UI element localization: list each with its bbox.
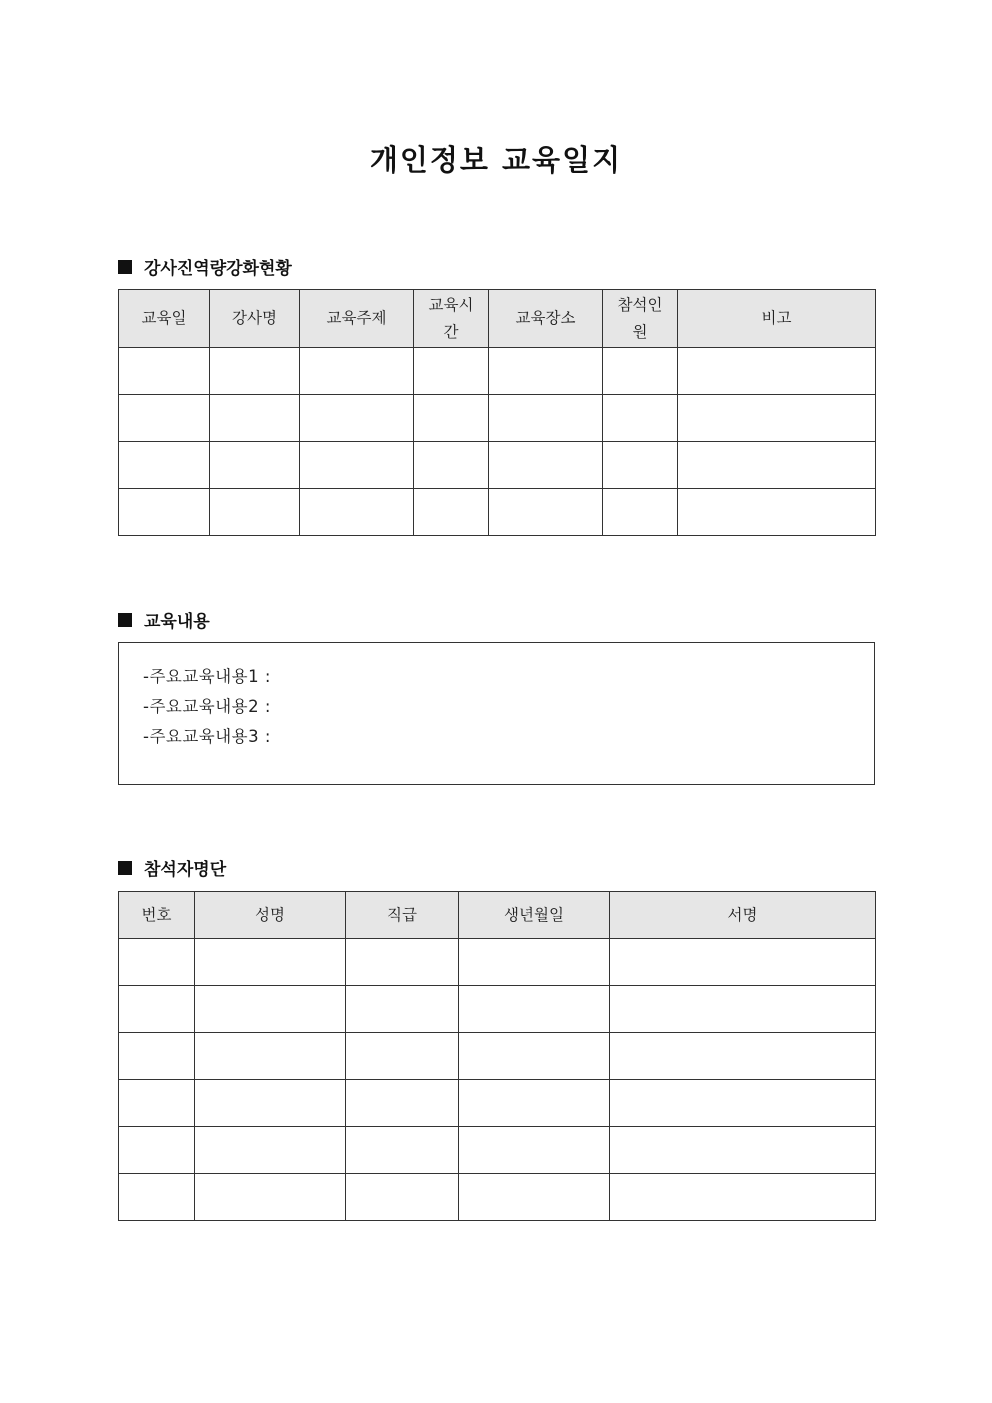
content-line: -주요교육내용3 : — [143, 727, 271, 746]
table-cell[interactable] — [489, 489, 603, 536]
table-row — [119, 939, 876, 986]
table-cell[interactable] — [195, 986, 346, 1033]
table-cell[interactable] — [489, 348, 603, 395]
table-cell[interactable] — [603, 489, 678, 536]
content-box[interactable] — [118, 642, 875, 785]
table-cell[interactable] — [610, 1033, 876, 1080]
table-row — [119, 1127, 876, 1174]
table-row — [119, 1080, 876, 1127]
table-header-row — [119, 290, 876, 348]
table-cell[interactable] — [346, 1127, 459, 1174]
table-cell[interactable] — [678, 395, 876, 442]
table-cell[interactable] — [195, 939, 346, 986]
table-cell[interactable] — [414, 489, 489, 536]
table-cell[interactable] — [195, 1080, 346, 1127]
content-line: -주요교육내용1 : — [143, 667, 271, 686]
table-cell[interactable] — [210, 489, 300, 536]
table-cell[interactable] — [459, 939, 610, 986]
table-cell[interactable] — [459, 1033, 610, 1080]
column-header: 교육시간 — [414, 290, 489, 348]
column-header: 비고 — [678, 290, 876, 348]
column-header: 교육주제 — [300, 290, 414, 348]
square-bullet-icon — [118, 861, 132, 875]
column-header: 교육일 — [119, 290, 210, 348]
table-row — [119, 986, 876, 1033]
content-line: -주요교육내용2 : — [143, 697, 271, 716]
table-cell[interactable] — [210, 395, 300, 442]
column-header: 교육장소 — [489, 290, 603, 348]
table-cell[interactable] — [678, 489, 876, 536]
table-cell[interactable] — [603, 348, 678, 395]
table-cell[interactable] — [459, 986, 610, 1033]
column-header: 서명 — [610, 892, 876, 939]
column-header: 생년월일 — [459, 892, 610, 939]
table-cell[interactable] — [414, 395, 489, 442]
table-cell[interactable] — [603, 395, 678, 442]
content-section-title: 교육내용 — [144, 612, 210, 632]
table-cell[interactable] — [210, 348, 300, 395]
table-cell[interactable] — [300, 442, 414, 489]
table-cell[interactable] — [119, 348, 210, 395]
table-cell[interactable] — [489, 442, 603, 489]
table-cell[interactable] — [119, 1127, 195, 1174]
table-cell[interactable] — [489, 395, 603, 442]
table-cell[interactable] — [119, 986, 195, 1033]
attendee-section-title: 참석자명단 — [144, 860, 227, 880]
table-cell[interactable] — [414, 442, 489, 489]
table-cell[interactable] — [195, 1174, 346, 1221]
table-cell[interactable] — [459, 1127, 610, 1174]
table-cell[interactable] — [195, 1127, 346, 1174]
table-cell[interactable] — [414, 348, 489, 395]
table-cell[interactable] — [610, 1127, 876, 1174]
table-cell[interactable] — [459, 1080, 610, 1127]
table-row — [119, 489, 876, 536]
table-cell[interactable] — [119, 939, 195, 986]
attendee-section-heading — [118, 855, 226, 880]
table-cell[interactable] — [119, 1174, 195, 1221]
table-cell[interactable] — [195, 1033, 346, 1080]
attendee-table — [118, 891, 876, 1221]
table-cell[interactable] — [346, 1033, 459, 1080]
column-header: 번호 — [119, 892, 195, 939]
instructor-table — [118, 289, 876, 536]
table-cell[interactable] — [610, 1174, 876, 1221]
document-title: 개인정보 교육일지 — [369, 143, 623, 177]
table-row — [119, 395, 876, 442]
instructor-section-heading — [118, 254, 292, 279]
table-cell[interactable] — [346, 1174, 459, 1221]
table-cell[interactable] — [119, 1080, 195, 1127]
table-row — [119, 1174, 876, 1221]
table-cell[interactable] — [346, 1080, 459, 1127]
column-header: 직급 — [346, 892, 459, 939]
column-header: 강사명 — [210, 290, 300, 348]
table-cell[interactable] — [678, 348, 876, 395]
table-cell[interactable] — [300, 348, 414, 395]
column-header: 성명 — [195, 892, 346, 939]
square-bullet-icon — [118, 260, 132, 274]
column-header: 참석인원 — [603, 290, 678, 348]
table-cell[interactable] — [119, 395, 210, 442]
table-cell[interactable] — [300, 395, 414, 442]
table-cell[interactable] — [346, 986, 459, 1033]
table-cell[interactable] — [119, 1033, 195, 1080]
table-cell[interactable] — [346, 939, 459, 986]
table-cell[interactable] — [603, 442, 678, 489]
table-cell[interactable] — [210, 442, 300, 489]
table-cell[interactable] — [610, 1080, 876, 1127]
table-row — [119, 348, 876, 395]
table-row — [119, 442, 876, 489]
table-cell[interactable] — [610, 939, 876, 986]
table-row — [119, 1033, 876, 1080]
table-cell[interactable] — [119, 442, 210, 489]
square-bullet-icon — [118, 613, 132, 627]
table-header-row — [119, 892, 876, 939]
instructor-section-title: 강사진역량강화현황 — [144, 259, 292, 279]
table-cell[interactable] — [678, 442, 876, 489]
table-cell[interactable] — [610, 986, 876, 1033]
table-cell[interactable] — [300, 489, 414, 536]
table-cell[interactable] — [119, 489, 210, 536]
table-cell[interactable] — [459, 1174, 610, 1221]
content-section-heading — [118, 607, 210, 632]
